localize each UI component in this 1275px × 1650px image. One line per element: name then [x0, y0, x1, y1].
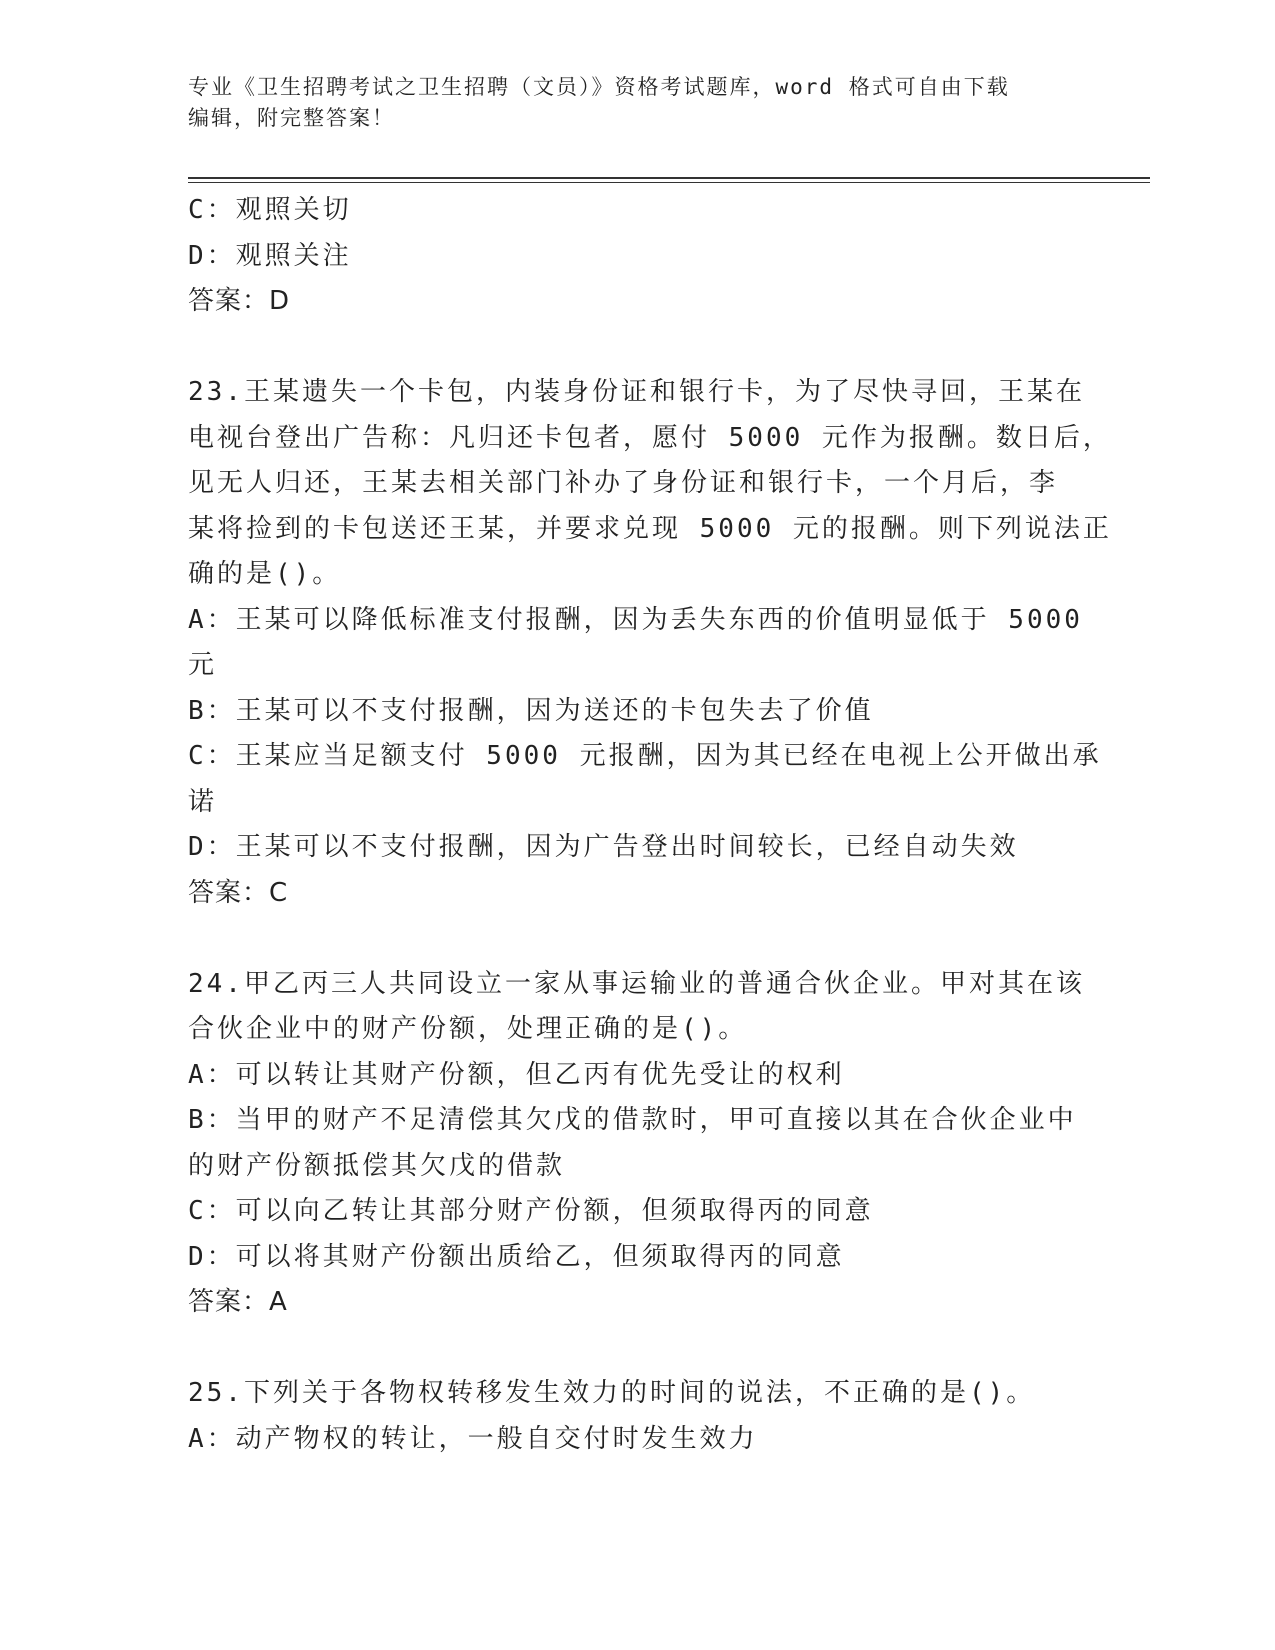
option-c: C：可以向乙转让其部分财产份额，但须取得丙的同意 — [188, 1196, 874, 1226]
prev-option-d: D：观照关注 — [188, 240, 352, 271]
question-25 — [188, 1371, 1088, 1462]
option-b: B：王某可以不支付报酬，因为送还的卡包失去了价值 — [188, 695, 874, 726]
option-d: D：王某可以不支付报酬，因为广告登出时间较长，已经自动失效 — [188, 832, 1019, 862]
header-line: 专业《卫生招聘考试之卫生招聘（文员）》资格考试题库，word 格式可自由下载 — [188, 75, 1010, 99]
question-text: 24.甲乙丙三人共同设立一家从事运输业的普通合伙企业。甲对其在该 — [188, 968, 1085, 999]
question-text: 25.下列关于各物权转移发生效力的时间的说法，不正确的是()。 — [188, 1378, 1036, 1408]
option-c: 诺 — [188, 786, 218, 817]
question-text: 见无人归还，王某去相关部门补办了身份证和银行卡，一个月后，李 — [188, 468, 1059, 498]
question-text: 确的是()。 — [188, 559, 342, 589]
question-text: 23.王某遗失一个卡包，内装身份证和银行卡，为了尽快寻回，王某在 — [188, 377, 1085, 407]
header-rule-thick — [188, 177, 1150, 179]
spacer — [188, 916, 1088, 962]
option-c: C：王某应当足额支付 5000 元报酬，因为其已经在电视上公开做出承 — [188, 741, 1102, 771]
question-text: 电视台登出广告称：凡归还卡包者，愿付 5000 元作为报酬。数日后， — [188, 422, 1112, 453]
spacer — [188, 1326, 1088, 1372]
document-header — [188, 72, 1088, 134]
question-text: 某将捡到的卡包送还王某，并要求兑现 5000 元的报酬。则下列说法正 — [188, 513, 1112, 544]
option-b: 的财产份额抵偿其欠戊的借款 — [188, 1150, 566, 1181]
option-a: A：可以转让其财产份额，但乙丙有优先受让的权利 — [188, 1059, 845, 1090]
prev-option-c: C：观照关切 — [188, 195, 352, 225]
option-a: A：王某可以降低标准支付报酬，因为丢失东西的价值明显低于 5000 — [188, 604, 1083, 635]
question-24 — [188, 962, 1088, 1326]
answer: 答案：A — [188, 1287, 288, 1317]
spacer — [188, 325, 1088, 371]
header-rule-thin — [188, 182, 1150, 183]
prev-answer: 答案：D — [188, 286, 291, 316]
answer: 答案：C — [188, 877, 289, 908]
question-body — [188, 188, 1112, 1462]
option-a: A：动产物权的转让，一般自交付时发生效力 — [188, 1423, 758, 1454]
header-line: 编辑，附完整答案！ — [188, 106, 395, 130]
question-23 — [188, 370, 1112, 916]
option-d: D：可以将其财产份额出质给乙，但须取得丙的同意 — [188, 1241, 845, 1272]
option-a: 元 — [188, 650, 218, 680]
question-text: 合伙企业中的财产份额，处理正确的是()。 — [188, 1014, 748, 1044]
option-b: B：当甲的财产不足清偿其欠戊的借款时，甲可直接以其在合伙企业中 — [188, 1105, 1077, 1135]
